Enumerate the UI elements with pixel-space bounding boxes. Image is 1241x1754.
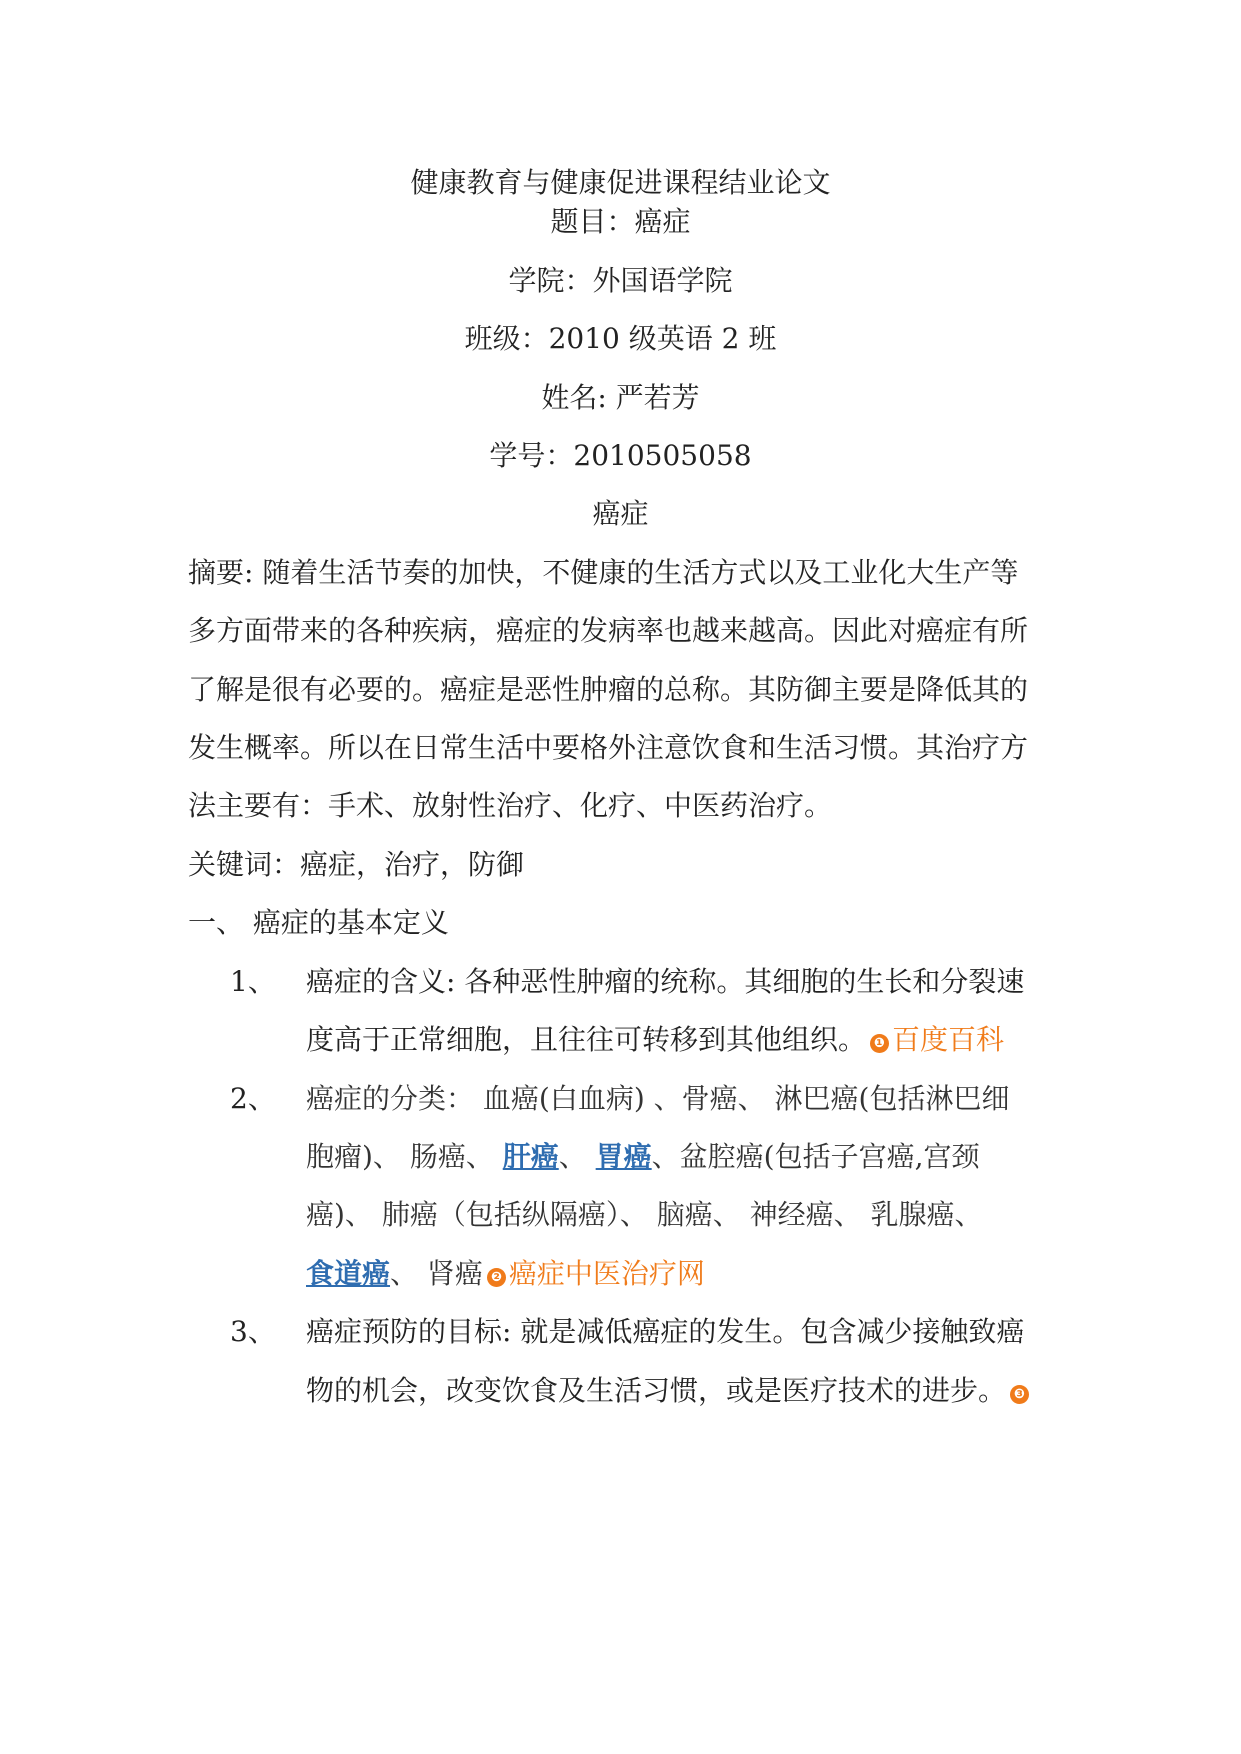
footnote-2-badge: ❷	[487, 1268, 506, 1287]
liver-cancer-link[interactable]: 肝癌	[502, 1140, 559, 1173]
college-line: 学院：外国语学院	[508, 264, 733, 297]
stomach-cancer-link[interactable]: 胃癌	[595, 1140, 652, 1173]
item2-line: 癌)、 肺癌（包括纵隔癌）、 脑癌、 神经癌、 乳腺癌、	[306, 1198, 983, 1231]
esophageal-cancer-link[interactable]: 食道癌	[306, 1257, 391, 1290]
abstract-line: 发生概率。所以在日常生活中要格外注意饮食和生活习惯。其治疗方	[188, 731, 1029, 764]
item3-text: 物的机会，改变饮食及生活习惯，或是医疗技术的进步。	[306, 1374, 1007, 1407]
source-tcm-link[interactable]: 癌症中医治疗网	[508, 1257, 705, 1290]
abstract-line: 摘要: 随着生活节奏的加快，不健康的生活方式以及工业化大生产等	[188, 556, 1019, 589]
item1-line	[306, 1020, 1004, 1060]
doc-title: 健康教育与健康促进课程结业论文	[410, 166, 831, 199]
source-baidu-link[interactable]: 百度百科	[892, 1023, 1005, 1056]
item2-text: 、	[558, 1140, 596, 1173]
item2-text: 胞瘤)、 肠癌、	[306, 1140, 503, 1173]
keywords-line: 关键词：癌症，治疗，防御	[188, 848, 525, 881]
item2-text: 、 肾癌	[390, 1257, 483, 1290]
class-line: 班级：2010 级英语 2 班	[464, 322, 777, 355]
student-id-line: 学号：2010505058	[489, 439, 752, 472]
item1-line: 癌症的含义: 各种恶性肿瘤的统称。其细胞的生长和分裂速	[306, 965, 1025, 998]
footnote-1-badge: ❶	[870, 1034, 889, 1053]
item2-line	[306, 1254, 705, 1294]
item2-line	[306, 1137, 980, 1177]
name-line: 姓名: 严若芳	[541, 381, 700, 414]
item2-line: 癌症的分类： 血癌(白血病) 、骨癌、 淋巴癌(包括淋巴细	[306, 1082, 1010, 1115]
item2-text: 、盆腔癌(包括子宫癌,宫颈	[651, 1140, 980, 1173]
abstract-line: 法主要有：手术、放射性治疗、化疗、中医药治疗。	[188, 789, 833, 822]
section-heading: 癌症	[592, 497, 649, 530]
topic-line: 题目：癌症	[550, 205, 691, 238]
item2-number: 2、	[230, 1082, 276, 1115]
footnote-3-badge: ❸	[1010, 1385, 1029, 1404]
item1-text: 度高于正常细胞，且往往可转移到其他组织。	[306, 1023, 867, 1056]
item3-line	[306, 1371, 1032, 1411]
abstract-line: 多方面带来的各种疾病，癌症的发病率也越来越高。因此对癌症有所	[188, 614, 1029, 647]
item3-line: 癌症预防的目标: 就是减低癌症的发生。包含减少接触致癌	[306, 1315, 1025, 1348]
section1-heading: 一、 癌症的基本定义	[188, 906, 449, 939]
item1-number: 1、	[230, 965, 276, 998]
item3-number: 3、	[230, 1315, 276, 1348]
abstract-line: 了解是很有必要的。癌症是恶性肿瘤的总称。其防御主要是降低其的	[188, 673, 1029, 706]
